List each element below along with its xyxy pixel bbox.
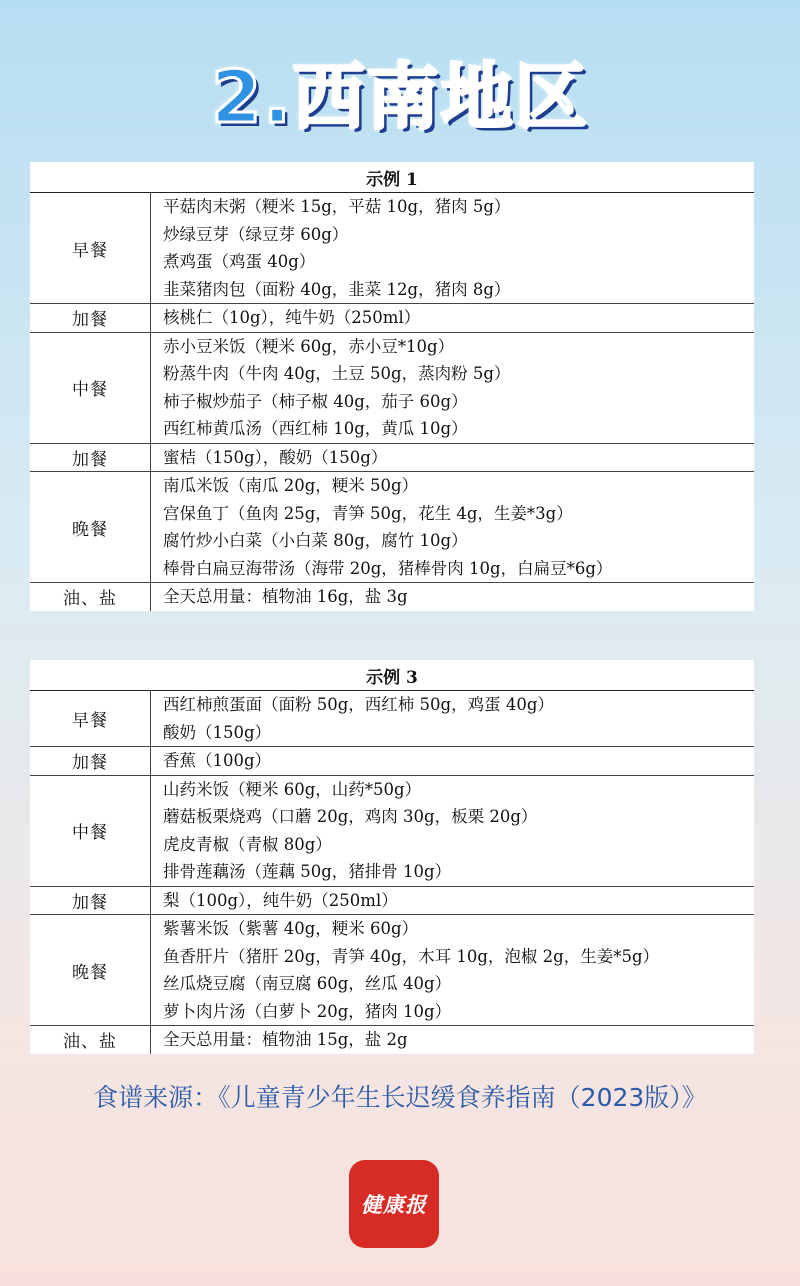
meal-label: 油、盐 — [30, 583, 151, 611]
meal-label: 油、盐 — [30, 1026, 151, 1054]
meal-items — [151, 915, 755, 1026]
dish-line: 全天总用量：植物油 16g，盐 3g — [163, 587, 408, 606]
dish-line: 丝瓜烧豆腐（南豆腐 60g，丝瓜 40g） — [163, 974, 452, 993]
table-row — [30, 583, 754, 611]
menu-table-example-3 — [30, 660, 754, 1054]
table-row — [30, 332, 754, 443]
meal-label: 早餐 — [30, 193, 151, 304]
dish-line: 香蕉（100g） — [163, 751, 272, 770]
table-row — [30, 443, 754, 472]
dish-line: 棒骨白扁豆海带汤（海带 20g，猪棒骨肉 10g，白扁豆*6g） — [163, 558, 613, 578]
dish-line: 山药米饭（粳米 60g，山药*50g） — [163, 779, 422, 799]
dish-line: 虎皮青椒（青椒 80g） — [163, 834, 332, 854]
meal-items — [151, 886, 755, 915]
meal-items — [151, 304, 755, 333]
meal-label: 加餐 — [30, 443, 151, 472]
dish-line: 煮鸡蛋（鸡蛋 40g） — [163, 252, 316, 271]
dish-line: 蜜桔（150g），酸奶（150g） — [163, 447, 388, 467]
table-row — [30, 886, 754, 915]
meal-items — [151, 583, 755, 611]
dish-line: 排骨莲藕汤（莲藕 50g，猪排骨 10g） — [163, 862, 452, 881]
meal-items — [151, 443, 755, 472]
table-row — [30, 691, 754, 747]
meal-items — [151, 691, 755, 747]
table-row — [30, 304, 754, 333]
recipe-source: 食谱来源：《儿童青少年生长迟缓食养指南（2023版）》 — [93, 1083, 707, 1112]
menu-table — [30, 660, 754, 1054]
table-row — [30, 472, 754, 583]
logo-text: 健康报 — [361, 1192, 427, 1217]
table-caption: 示例 3 — [30, 660, 754, 691]
meal-label: 中餐 — [30, 332, 151, 443]
table-row — [30, 747, 754, 776]
meal-items — [151, 332, 755, 443]
dish-line: 梨（100g），纯牛奶（250ml） — [163, 890, 398, 910]
dish-line: 粉蒸牛肉（牛肉 40g，土豆 50g，蒸肉粉 5g） — [163, 364, 511, 383]
dish-line: 鱼香肝片（猪肝 20g，青笋 40g，木耳 10g，泡椒 2g，生姜*5g） — [163, 946, 660, 966]
meal-items — [151, 747, 755, 776]
menu-table-example-1 — [30, 162, 754, 611]
dish-line: 宫保鱼丁（鱼肉 25g，青笋 50g，花生 4g，生姜*3g） — [163, 503, 573, 523]
table-row — [30, 775, 754, 886]
dish-line: 炒绿豆芽（绿豆芽 60g） — [163, 224, 349, 244]
meal-label: 中餐 — [30, 775, 151, 886]
table-caption: 示例 1 — [30, 162, 754, 193]
meal-label: 加餐 — [30, 304, 151, 333]
dish-line: 酸奶（150g） — [163, 722, 272, 742]
dish-line: 柿子椒炒茄子（柿子椒 40g，茄子 60g） — [163, 391, 468, 411]
meal-label: 加餐 — [30, 747, 151, 776]
meal-label: 加餐 — [30, 886, 151, 915]
dish-line: 南瓜米饭（南瓜 20g，粳米 50g） — [163, 476, 419, 495]
dish-line: 赤小豆米饭（粳米 60g，赤小豆*10g） — [163, 336, 455, 356]
meal-label: 晚餐 — [30, 472, 151, 583]
meal-items — [151, 775, 755, 886]
table-row — [30, 193, 754, 304]
table-row — [30, 915, 754, 1026]
dish-line: 西红柿黄瓜汤（西红柿 10g，黄瓜 10g） — [163, 419, 468, 438]
meal-items — [151, 193, 755, 304]
dish-line: 西红柿煎蛋面（面粉 50g，西红柿 50g，鸡蛋 40g） — [163, 695, 554, 714]
menu-table — [30, 162, 754, 611]
meal-items — [151, 472, 755, 583]
meal-label: 早餐 — [30, 691, 151, 747]
dish-line: 核桃仁（10g），纯牛奶（250ml） — [163, 308, 421, 327]
jiankangbao-logo — [349, 1160, 439, 1248]
dish-line: 韭菜猪肉包（面粉 40g，韭菜 12g，猪肉 8g） — [163, 279, 511, 299]
dish-line: 萝卜肉片汤（白萝卜 20g，猪肉 10g） — [163, 1001, 452, 1021]
dish-line: 腐竹炒小白菜（小白菜 80g，腐竹 10g） — [163, 531, 468, 550]
dish-line: 紫薯米饭（紫薯 40g，粳米 60g） — [163, 919, 419, 938]
dish-line: 全天总用量：植物油 15g，盐 2g — [163, 1030, 408, 1049]
meal-items — [151, 1026, 755, 1054]
meal-label: 晚餐 — [30, 915, 151, 1026]
page-title: 2.西南地区 — [211, 55, 589, 139]
dish-line: 蘑菇板栗烧鸡（口蘑 20g，鸡肉 30g，板栗 20g） — [163, 807, 538, 826]
table-row — [30, 1026, 754, 1054]
dish-line: 平菇肉末粥（粳米 15g，平菇 10g，猪肉 5g） — [163, 197, 511, 216]
